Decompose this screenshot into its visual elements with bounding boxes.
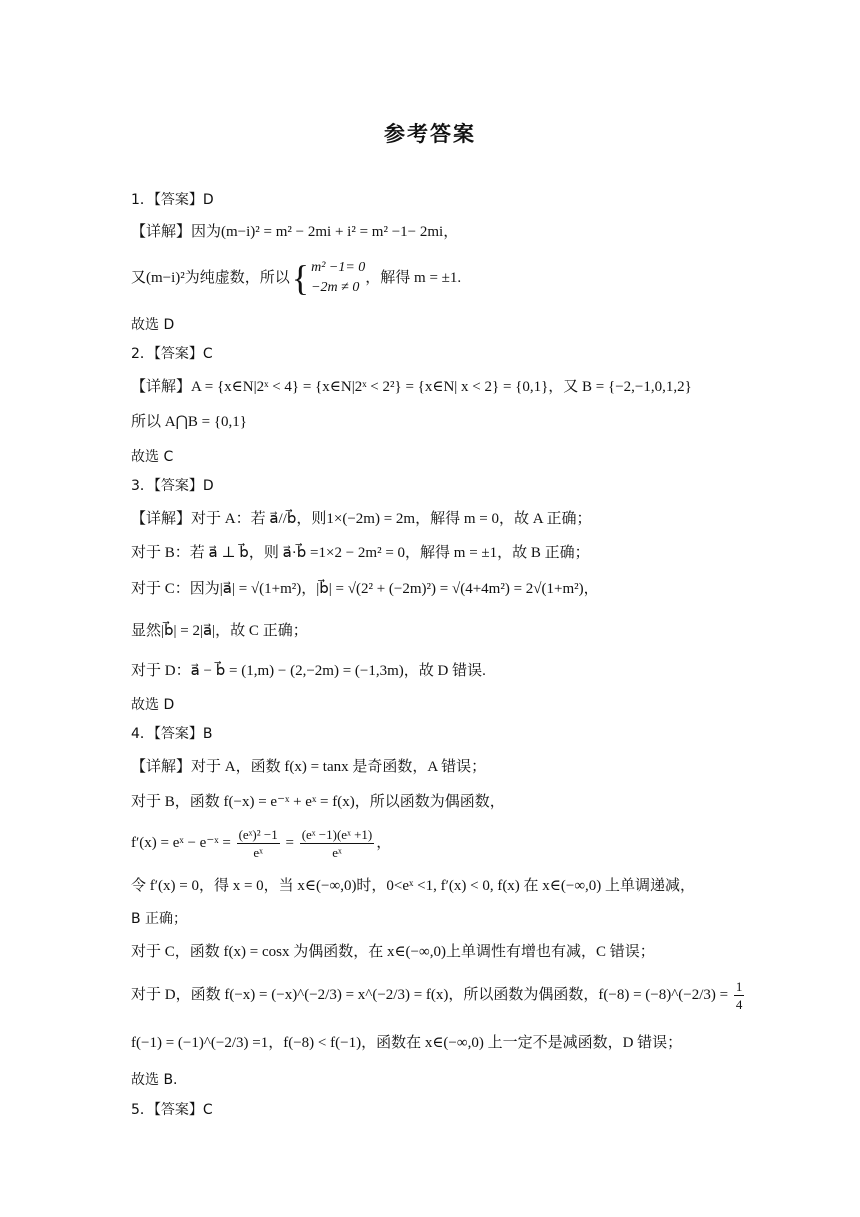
q2-answer: 2．【答案】C	[131, 346, 213, 362]
q1-eq-1: m² −1= 0	[311, 260, 366, 275]
q4-choice: 故选 B.	[131, 1072, 178, 1088]
q4-fraction-2: $\frac{\text{(eˣ −1)(eˣ +1)}}{\text{eˣ}}$	[301, 827, 373, 860]
q2-choice: 故选 C	[131, 449, 174, 465]
q3-answer: 3．【答案】D	[131, 478, 214, 494]
q4-detail-e	[131, 978, 746, 1018]
q5-answer: 5．【答案】C	[131, 1102, 213, 1118]
q4-equals: =	[285, 834, 294, 851]
q3-choice: 故选 D	[131, 697, 175, 713]
q1-detail-1: 【详解】因为(m−i)² = m² − 2mi + i² = m² −1− 2mi，	[131, 224, 459, 240]
q1-detail-2-lead: 又(m−i)²为纯虚数，所以	[131, 270, 290, 286]
q4-detail-d: 对于 C，函数 f(x) = cosx 为偶函数，在 x∈(−∞,0)上单调性有增也有减，C 错误；	[131, 944, 655, 960]
q4-fraction-1: $\frac{\text{(eˣ)² −1}}{\text{eˣ}}$	[238, 827, 278, 860]
q1-choice: 故选 D	[131, 317, 175, 333]
q2-detail-1: 【详解】A = {x∈N|2ˣ < 4} = {x∈N|2ˣ < 2²} = {x∈N| x < 2} = {0,1}，又 B = {−2,−1,0,1,2}	[131, 379, 692, 395]
q3-detail-c: 对于 C：因为|a⃗| = √(1+m²)，|b⃗| = √(2² + (−2m)²) = √(4+4m²) = 2√(1+m²)，	[131, 581, 599, 597]
q2-detail-2: 所以 A⋂B = {0,1}	[131, 414, 248, 430]
q4-derivative-lead: f′(x) = eˣ − e⁻ˣ =	[131, 834, 231, 851]
q4-detail-f: f(−1) = (−1)^(−2/3) =1，f(−8) < f(−1)，函数在 x∈(−∞,0) 上一定不是减函数，D 错误；	[131, 1035, 683, 1051]
q1-detail-2: 又(m−i)²为纯虚数，所以{ m² −1= 0 −2m ≠ 0 ，解得 m = ±1.	[131, 258, 462, 298]
q4-detail-c: 令 f′(x) = 0，得 x = 0，当 x∈(−∞,0)时，0<eˣ <1, f′(x) < 0, f(x) 在 x∈(−∞,0) 上单调递减，	[131, 878, 696, 894]
q4-detail-a: 【详解】对于 A，函数 f(x) = tanx 是奇函数，A 错误；	[131, 759, 487, 775]
q1-eq-2: −2m ≠ 0	[311, 280, 360, 295]
q1-answer: 1．【答案】D	[131, 192, 214, 208]
page-title: 参考答案	[384, 122, 476, 146]
q4-detail-c2: B 正确；	[131, 911, 188, 927]
q3-detail-a: 【详解】对于 A：若 a⃗//b⃗，则1×(−2m) = 2m，解得 m = 0，故 A 正确；	[131, 511, 592, 527]
q4-answer: 4．【答案】B	[131, 726, 213, 742]
q4-detail-e-text: 对于 D，函数 f(−x) = (−x)^(−2/3) = x^(−2/3) = f(x)，所以函数为偶函数，f(−8) = (−8)^(−2/3) =	[131, 986, 729, 1003]
q4-comma: ，	[376, 834, 392, 851]
q4-derivative	[131, 826, 391, 866]
q4-detail-b: 对于 B，函数 f(−x) = e⁻ˣ + eˣ = f(x)，所以函数为偶函数，	[131, 794, 505, 810]
q3-detail-b: 对于 B：若 a⃗ ⊥ b⃗，则 a⃗·b⃗ =1×2 − 2m² = 0，解得 m = ±1，故 B 正确；	[131, 545, 590, 561]
q4-fraction-3: $\frac{1}{4}$	[735, 979, 743, 1012]
q3-detail-d: 对于 D：a⃗ − b⃗ = (1,m) − (2,−2m) = (−1,3m)，故 D 错误.	[131, 663, 486, 679]
q3-detail-c2: 显然|b⃗| = 2|a⃗|，故 C 正确；	[131, 623, 308, 639]
q1-detail-2-tail: ，解得 m = ±1.	[365, 270, 462, 286]
